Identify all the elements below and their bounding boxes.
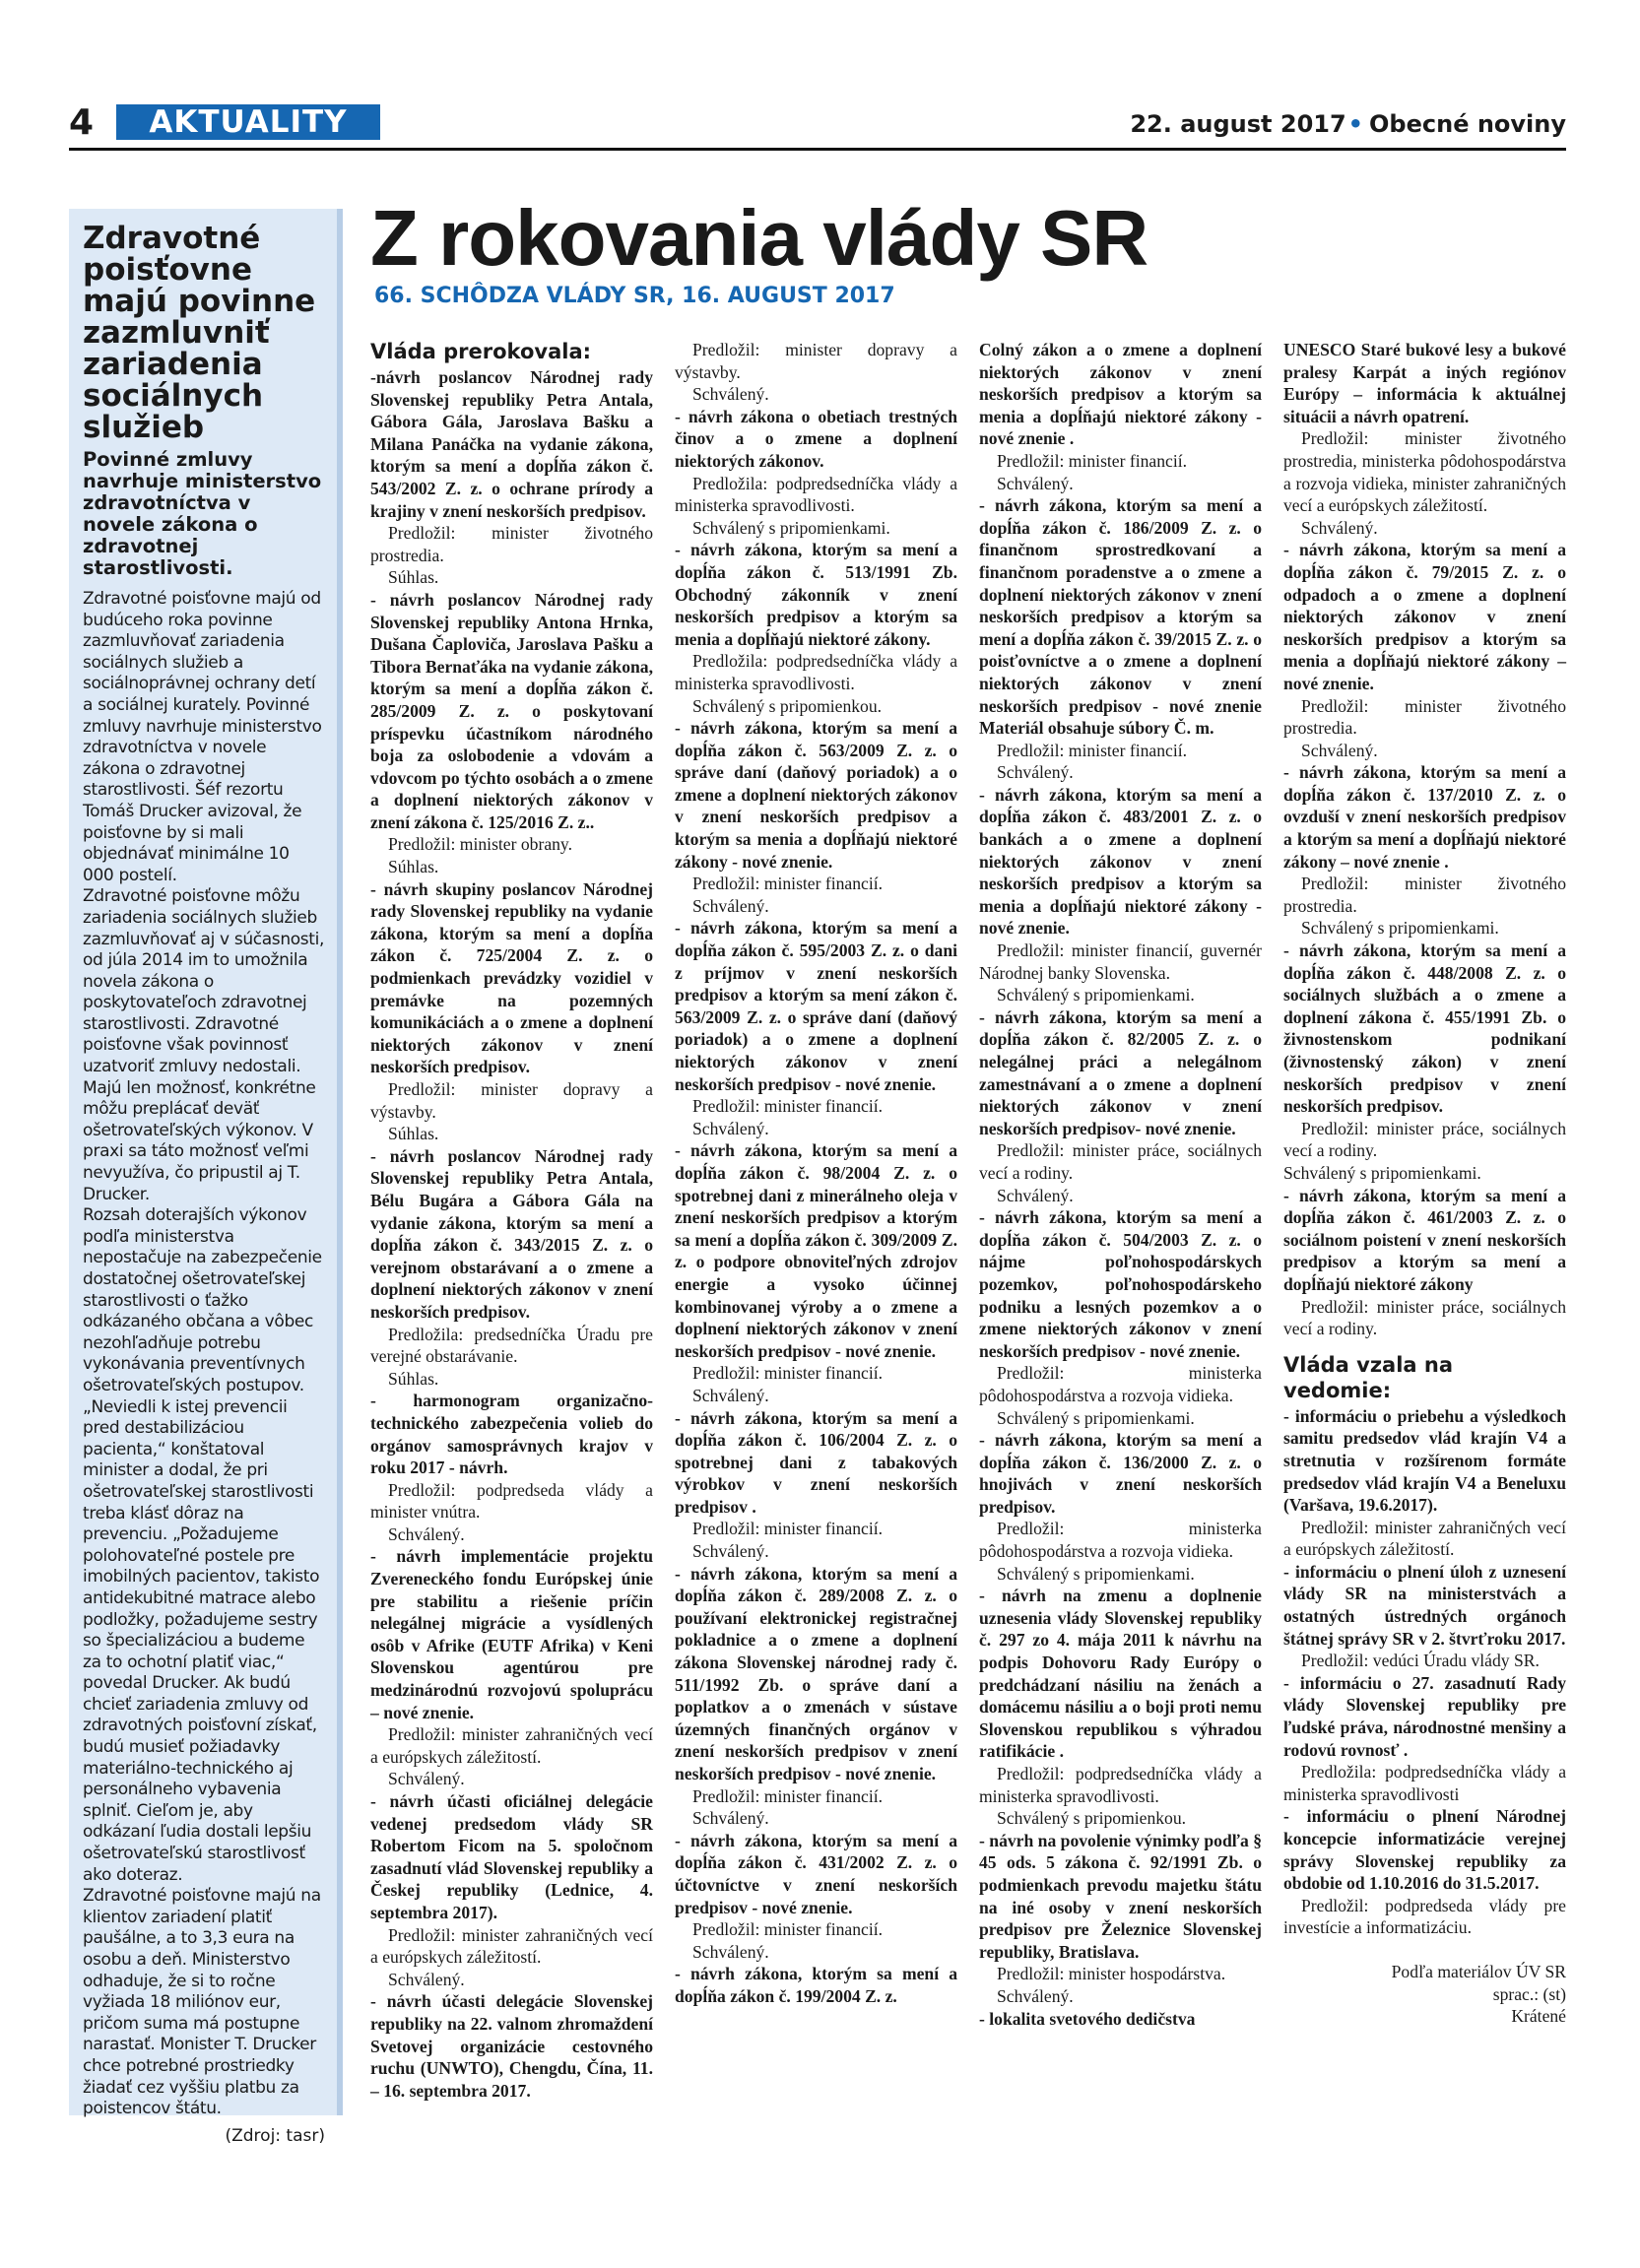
agenda-note: Predložil: minister financií.	[692, 1096, 883, 1117]
issue-date: 22. august 2017	[1130, 110, 1346, 138]
agenda-note: Predložila: podpredsedníčka vlády a ministerka spravodlivosti.	[675, 473, 957, 516]
agenda-note: Schválený s pripomienkou.	[997, 1808, 1187, 1829]
agenda-item: - návrh implementácie projektu Zvereneckého fondu Európskej únie pre stabilitu a riešenie príčin nelegálnej migrácie a vysídlených osôb v Afrike (EUTF Afrika) v Keni Slovenskou agentúrou pre medzinárodnú rozvojovú spoluprácu – nové znenie.	[370, 1546, 653, 1722]
agenda-note: Schválený.	[997, 762, 1074, 783]
agenda-item: - návrh zákona, ktorým sa mení a dopĺňa zákon č. 82/2005 Z. z. o nelegálnej práci a nelegálnom zamestnávaní a o zmene a doplnení niektorých zákonov v znení neskorších predpisov- nové znenie.	[979, 1006, 1262, 1138]
agenda-note: Schválený.	[692, 895, 769, 916]
agenda-note: Predložil: minister hospodárstva.	[997, 1964, 1226, 1984]
sidebar-source: (Zdroj: tasr)	[225, 2125, 325, 2146]
sidebar-lead: Povinné zmluvy navrhuje ministerstvo zdravotníctva v novele zákona o zdravotnej starostlivosti.	[83, 448, 322, 579]
agenda-note: Predložil: minister životného prostredia.	[1283, 874, 1566, 916]
agenda-item: - návrh poslancov Národnej rady Slovenskej republiky Petra Antala, Bélu Bugára a Gábora Gála na vydanie zákona, ktorým sa mení a dopĺňa zákon č. 343/2015 Z. z. o verejnom obstarávaní a o zmene a doplnení niektorých zákonov v znení neskorších predpisov.	[370, 1145, 653, 1322]
agenda-note: Schválený.	[692, 384, 769, 405]
agenda-note: Schválený s pripomienkami.	[692, 517, 890, 538]
agenda-note: Schválený.	[997, 1185, 1074, 1205]
page-header	[69, 100, 1566, 151]
agenda-item: - informáciu o plnení Národnej koncepcie informatizácie verejnej správy Slovenskej republiky za obdobie od 1.10.2016 do 31.5.2017.	[1283, 1806, 1566, 1894]
article-column-4	[1283, 339, 1566, 2111]
article-signature	[1283, 1961, 1566, 2028]
agenda-item: - informáciu o plnení úloh z uznesení vlády SR na ministerstvách a ostatných ústredných orgánoch štátnej správy SR v 2. štvrťroku 2017.	[1283, 1561, 1566, 1649]
sidebar-headline: Zdravotné poisťovne majú povinne zazmluvniť zariadenia sociálnych služieb	[83, 221, 316, 445]
agenda-note: Predložil: minister zahraničných vecí a európskych záležitostí.	[370, 1924, 653, 1968]
article-subheadline: 66. SCHÔDZA VLÁDY SR, 16. AUGUST 2017	[374, 284, 895, 308]
agenda-item: - návrh zákona o obetiach trestných činov a o zmene a doplnení niektorých zákonov.	[675, 406, 957, 471]
page-number: 4	[69, 102, 95, 143]
agenda-item: - návrh zákona, ktorým sa mení a dopĺňa zákon č. 483/2001 Z. z. o bankách a o zmene a doplnení niektorých zákonov v znení neskorších predpisov a ktorým sa menia a dopĺňajú niektoré zákony - nové znenie.	[979, 784, 1262, 939]
agenda-item: - návrh zákona, ktorým sa mení a dopĺňa zákon č. 513/1991 Zb. Obchodný zákonník v znení neskorších predpisov a ktorým sa menia a dopĺňajú niektoré zákony.	[675, 540, 957, 649]
agenda-item: - návrh účasti delegácie Slovenskej republiky na 22. valnom zhromaždení Svetovej organizácie cestovného ruchu (UNWTO), Chengdu, Čína, 11. – 16. septembra 2017.	[370, 1991, 653, 2101]
agenda-note: Predložil: minister práce, sociálnych vecí a rodiny.	[979, 1140, 1262, 1183]
agenda-note: Schválený.	[692, 1541, 769, 1562]
agenda-note: Schválený s pripomienkami.	[997, 1407, 1195, 1428]
agenda-note: Schválený s pripomienkami.	[1301, 918, 1499, 939]
article-column-3	[979, 339, 1262, 2111]
agenda-note: Predložila: podpredsedníčka vlády a ministerka spravodlivosti.	[675, 651, 957, 693]
agenda-note: Predložil: minister financií.	[997, 450, 1187, 471]
article-column-1	[370, 339, 653, 2111]
agenda-note: Predložil: minister financií.	[692, 1519, 883, 1539]
publication-name: Obecné noviny	[1369, 110, 1566, 138]
signature-line: Krátené	[1511, 2006, 1566, 2027]
agenda-item: - návrh na zmenu a doplnenie uznesenia vlády Slovenskej republiky č. 297 zo 4. mája 2011 k návrhu na podpis Dohovoru Rady Európy o predchádzaní násiliu na ženách a domácemu násiliu a o boji proti nemu Slovenskou republikou s výhradou ratifikácie .	[979, 1586, 1262, 1762]
agenda-note: Schválený.	[692, 1385, 769, 1405]
agenda-item: Colný zákon a o zmene a doplnení niektorých zákonov v znení neskorších predpisov a ktorým sa menia a dopĺňajú niektoré zákony - nové znenie .	[979, 340, 1262, 449]
agenda-note: Schválený.	[997, 1985, 1074, 2006]
agenda-item: - návrh zákona, ktorým sa mení a dopĺňa zákon č. 461/2003 Z. z. o sociálnom poistení v znení neskorších predpisov a ktorým sa mení a dopĺňajú niektoré zákony	[1283, 1185, 1566, 1294]
sidebar-paragraph: Zdravotné poisťovne majú od budúceho roka povinne zazmluvňovať zariadenia sociálnych služieb a sociálnoprávnej ochrany detí a sociálnej kurately. Povinné zmluvy navrhuje ministerstvo zdravotníctva v novele zákona o zdravotnej starostlivosti. Šéf rezortu Tomáš Drucker avizoval, že poisťovne by si mali objednávať minimálne 10 000 postelí.	[83, 589, 322, 885]
agenda-note: Predložil: minister dopravy a výstavby.	[370, 1079, 653, 1122]
agenda-note: Schválený.	[692, 1941, 769, 1962]
agenda-note: Schválený s pripomienkami.	[1283, 1162, 1481, 1183]
agenda-item: - návrh zákona, ktorým sa mení a dopĺňa zákon č. 563/2009 Z. z. o správe daní (daňový poriadok) a o zmene a doplnení niektorých zákonov v znení neskorších predpisov a ktorým sa menia a dopĺňajú niektoré zákony - nové znenie.	[675, 718, 957, 872]
agenda-item: - harmonogram organizačno-technického zabezpečenia volieb do orgánov samosprávnych krajov v roku 2017 - návrh.	[370, 1391, 653, 1478]
agenda-note: Schválený s pripomienkami.	[997, 1563, 1195, 1584]
sidebar-paragraph: Zdravotné poisťovne majú na klientov zariadení platiť paušálne, a to 3,3 eura na osobu a deň. Ministerstvo odhaduje, že si to ročne vyžiada 18 miliónov eur, pričom suma má postupne narastať. Monister T. Drucker chce potrebné prostriedky žiadať cez vyššiu platbu za poistencov štátu.	[83, 1886, 321, 2119]
agenda-note: Predložila: predsedníčka Úradu pre verejné obstarávanie.	[370, 1324, 653, 1367]
agenda-note: Schválený.	[692, 1808, 769, 1829]
agenda-note: Súhlas.	[388, 1368, 439, 1389]
header-dateline	[1130, 110, 1566, 138]
agenda-item: - návrh zákona, ktorým sa mení a dopĺňa zákon č. 106/2004 Z. z. o spotrebnej dani z tabakových výrobkov v znení neskorších predpisov .	[675, 1407, 957, 1517]
agenda-item: - informáciu o priebehu a výsledkoch samitu predsedov vlád krajín V4 a stretnutia v rozšírenom formáte predsedov vlád krajín V4 a Beneluxu (Varšava, 19.6.2017).	[1283, 1405, 1566, 1516]
section-heading: Vláda vzala na vedomie:	[1283, 1352, 1454, 1402]
agenda-note: Predložil: minister zahraničných vecí a európskych záležitostí.	[370, 1724, 653, 1767]
agenda-note: Schválený.	[388, 1523, 465, 1544]
agenda-item: - návrh skupiny poslancov Národnej rady Slovenskej republiky na vydanie zákona, ktorým sa mení a dopĺňa zákon č. 725/2004 Z. z. o podmienkach prevádzky vozidiel v premávke na pozemných komunikáciách a o zmene a doplnení niektorých zákonov v znení neskorších predpisov.	[370, 878, 653, 1077]
sidebar-article	[69, 209, 343, 2146]
agenda-note: Schválený.	[1301, 740, 1378, 760]
agenda-note: Schválený s pripomienkou.	[692, 695, 883, 716]
agenda-note: Schválený s pripomienkami.	[997, 985, 1195, 1005]
agenda-note: Predložil: minister obrany.	[388, 834, 572, 855]
article-column-2	[675, 339, 957, 2111]
agenda-note: Predložil: minister práce, sociálnych vecí a rodiny.	[1283, 1118, 1566, 1161]
agenda-note: Predložil: minister financií.	[692, 1363, 883, 1384]
article-headline: Z rokovania vlády SR	[370, 194, 1148, 282]
agenda-item: - návrh zákona, ktorým sa mení a dopĺňa zákon č. 504/2003 Z. z. o nájme poľnohospodárskych pozemkov, poľnohospodárskeho podniku a lesných pozemkov a o zmene niektorých zákonov v znení neskorších predpisov - nové znenie.	[979, 1207, 1262, 1361]
agenda-item: - návrh zákona, ktorým sa mení a dopĺňa zákon č. 448/2008 Z. z. o sociálnych službách a o zmene a doplnení zákona č. 455/1991 Zb. o živnostenskom podnikaní (živnostenský zákon) v znení neskorších predpisov v znení neskorších predpisov.	[1283, 940, 1566, 1117]
agenda-item: - návrh zákona, ktorým sa mení a dopĺňa zákon č. 137/2010 Z. z. o ovzduší v znení neskorších predpisov a ktorým sa mení a dopĺňajú niektoré zákony – nové znenie .	[1283, 762, 1566, 872]
agenda-item: - návrh zákona, ktorým sa mení a dopĺňa zákon č. 186/2009 Z. z. o finančnom sprostredkovaní a finančnom poradenstve a o zmene a doplnení niektorých zákonov v znení neskorších predpisov a ktorým sa mení a dopĺňa zákon č. 39/2015 Z. z. o poisťovníctve a o zmene a doplnení niektorých zákonov v znení neskorších predpisov - nové znenie Materiál obsahuje súbory Č. m.	[979, 495, 1262, 739]
agenda-note: Predložil: minister životného prostredia, ministerka pôdohospodárstva a rozvoja vidieka, minister zahraničných vecí a európskych záležitostí.	[1283, 428, 1566, 516]
agenda-item: - návrh účasti oficiálnej delegácie vedenej predsedom vlády SR Robertom Ficom na 5. spoločnom zasadnutí vlád Slovenskej republiky a Českej republiky (Lednice, 4. septembra 2017).	[370, 1791, 653, 1922]
agenda-note: Schválený.	[1301, 517, 1378, 538]
agenda-item: - návrh zákona, ktorým sa mení a dopĺňa zákon č. 595/2003 Z. z. o dani z príjmov v znení neskorších predpisov a ktorým sa mení zákon č. 563/2009 Z. z. o správe daní (daňový poriadok) a o zmene a doplnení niektorých zákonov v znení neskorších predpisov - nové znenie.	[675, 918, 957, 1094]
agenda-item: - návrh zákona, ktorým sa mení a dopĺňa zákon č. 199/2004 Z. z.	[675, 1964, 957, 2006]
sidebar-body	[83, 589, 325, 2120]
agenda-note: Predložil: podpredseda vlády pre investície a informatizáciu.	[1283, 1895, 1566, 1938]
agenda-note: Predložil: minister zahraničných vecí a európskych záležitostí.	[1283, 1517, 1566, 1560]
agenda-note: Schválený.	[692, 1118, 769, 1138]
agenda-item: - návrh na povolenie výnimky podľa § 45 ods. 5 zákona č. 92/1991 Zb. o podmienkach prevodu majetku štátu na iné osoby v znení neskorších predpisov pre Železnice Slovenskej republiky, Bratislava.	[979, 1830, 1262, 1962]
agenda-item: UNESCO Staré bukové lesy a bukové pralesy Karpát a iných regiónov Európy – informácia k aktuálnej situácii a návrh opatrení.	[1283, 340, 1566, 426]
agenda-item: - návrh zákona, ktorým sa mení a dopĺňa zákon č. 98/2004 Z. z. o spotrebnej dani z minerálneho oleja v znení neskorších predpisov a ktorým sa mení a dopĺňa zákon č. 309/2009 Z. z. o podpore obnoviteľných zdrojov energie a vysoko účinnej kombinovanej výroby a o zmene a doplnení niektorých zákonov v znení neskorších predpisov - nové znenie.	[675, 1140, 957, 1361]
agenda-note: Predložil: minister financií.	[692, 1785, 883, 1806]
agenda-note: Predložil: minister životného prostredia.	[370, 523, 653, 565]
agenda-note: Predložil: minister financií.	[997, 740, 1187, 760]
section-label: AKTUALITY	[116, 104, 380, 140]
agenda-note: Predložil: minister dopravy a výstavby.	[675, 340, 957, 382]
agenda-note: Súhlas.	[388, 567, 439, 588]
agenda-note: Predložil: minister financií.	[692, 1919, 883, 1940]
agenda-item: - návrh zákona, ktorým sa mení a dopĺňa zákon č. 136/2000 Z. z. o hnojivách v znení neskorších predpisov.	[979, 1430, 1262, 1517]
agenda-item: - informáciu o 27. zasadnutí Rady vlády Slovenskej republiky pre ľudské práva, národnostné menšiny a rodovú rovnosť .	[1283, 1672, 1566, 1760]
agenda-note: Súhlas.	[388, 1124, 439, 1144]
article-columns	[370, 339, 1566, 2111]
agenda-note: Predložil: minister financií, guvernér Národnej banky Slovenska.	[979, 940, 1262, 983]
signature-line: Podľa materiálov ÚV SR	[1391, 1961, 1566, 1981]
bullet-separator: •	[1347, 110, 1364, 138]
agenda-item: - návrh zákona, ktorým sa mení a dopĺňa zákon č. 79/2015 Z. z. o odpadoch a o zmene a doplnení niektorých zákonov v znení neskorších predpisov a ktorým sa menia a dopĺňajú niektoré zákony – nové znenie.	[1283, 540, 1566, 693]
agenda-item: -návrh poslancov Národnej rady Slovenskej republiky Petra Antala, Gábora Gála, Jaroslava Bašku a Milana Panáčka na vydanie zákona, ktorým sa mení a dopĺňa zákon č. 543/2002 Z. z. o ochrane prírody a krajiny v znení neskorších predpisov.	[370, 367, 653, 521]
sidebar-paragraph: Zdravotné poisťovne môžu zariadenia sociálnych služieb zazmluvňovať aj v súčasnosti, od júla 2014 im to umožnila novela zákona o poskytovateľoch zdravotnej starostlivosti. Zdravotné poisťovne však povinnosť uzatvoriť zmluvy nedostali. Majú len možnosť, konkrétne môžu preplácať deväť ošetrovateľských výkonov. V praxi sa táto možnosť veľmi nevyužíva, čo pripustil aj T. Drucker.	[83, 886, 325, 1204]
agenda-note: Predložil: ministerka pôdohospodárstva a rozvoja vidieka.	[979, 1519, 1262, 1562]
agenda-item: - lokalita svetového dedičstva	[979, 2008, 1196, 2029]
agenda-note: Predložil: vedúci Úradu vlády SR.	[1301, 1651, 1540, 1671]
section-heading: Vláda prerokovala:	[370, 340, 592, 363]
agenda-note: Predložil: podpredseda vlády a minister vnútra.	[370, 1479, 653, 1523]
agenda-item: - návrh poslancov Národnej rady Slovenskej republiky Antona Hrnka, Dušana Čaploviča, Jaroslava Pašku a Tibora Bernaťáka na vydanie zákona, ktorým sa mení a dopĺňa zákon č. 285/2009 Z. z. o poskytovaní príspevku účastníkom národného boja za oslobodenie a vdovám a vdovcom po týchto osobách a o zmene a doplnení niektorých zákonov v znení zákona č. 125/2016 Z. z..	[370, 589, 653, 832]
agenda-note: Schválený.	[388, 1769, 465, 1789]
agenda-note: Predložil: minister práce, sociálnych vecí a rodiny.	[1283, 1296, 1566, 1339]
agenda-note: Predložila: podpredsedníčka vlády a ministerka spravodlivosti	[1283, 1762, 1566, 1804]
sidebar-paragraph: Rozsah doterajších výkonov podľa ministerstva nepostačuje na zabezpečenie dostatočnej ošetrovateľskej starostlivosti o ťažko odkázaného občana a vôbec nezohľadňuje potrebu vykonávania preventívnych ošetrovateľských postupov. „Neviedli k istej prevencii pred destabilizáciou pacienta,“ konštatoval minister a dodal, že pri ošetrovateľskej starostlivosti treba klásť dôraz na prevenciu. „Požadujeme polohovateľné postele pre imobilných pacientov, takisto antidekubitné matrace alebo podložky, požadujeme sestry so špecializáciou a budeme za to ochotní platiť viac,“ povedal Drucker. Ak budú chcieť zariadenia zmluvy od zdravotných poisťovní získať, budú musieť požiadavky materiálno-technického aj personálneho vybavenia splniť. Cieľom je, aby odkázaní ľudia dostali lepšiu ošetrovateľskú starostlivosť ako doteraz.	[83, 1205, 322, 1885]
agenda-note: Schválený.	[997, 473, 1074, 493]
agenda-note: Predložil: ministerka pôdohospodárstva a rozvoja vidieka.	[979, 1363, 1262, 1405]
agenda-note: Predložil: minister životného prostredia.	[1283, 695, 1566, 739]
agenda-note: Schválený.	[388, 1969, 465, 1989]
agenda-item: - návrh zákona, ktorým sa mení a dopĺňa zákon č. 431/2002 Z. z. o účtovníctve v znení neskorších predpisov - nové znenie.	[675, 1830, 957, 1917]
signature-line: sprac.: (st)	[1492, 1983, 1566, 2004]
agenda-note: Predložil: podpredsedníčka vlády a ministerka spravodlivosti.	[979, 1764, 1262, 1806]
agenda-note: Súhlas.	[388, 857, 439, 877]
agenda-note: Predložil: minister financií.	[692, 874, 883, 894]
agenda-item: - návrh zákona, ktorým sa mení a dopĺňa zákon č. 289/2008 Z. z. o používaní elektronickej registračnej pokladnice a o zmene a doplnení zákona Slovenskej národnej rady č. 511/1992 Zb. o správe daní a poplatkov a o zmenách v sústave územných finančných orgánov v znení neskorších predpisov v znení neskorších predpisov - nové znenie.	[675, 1563, 957, 1783]
